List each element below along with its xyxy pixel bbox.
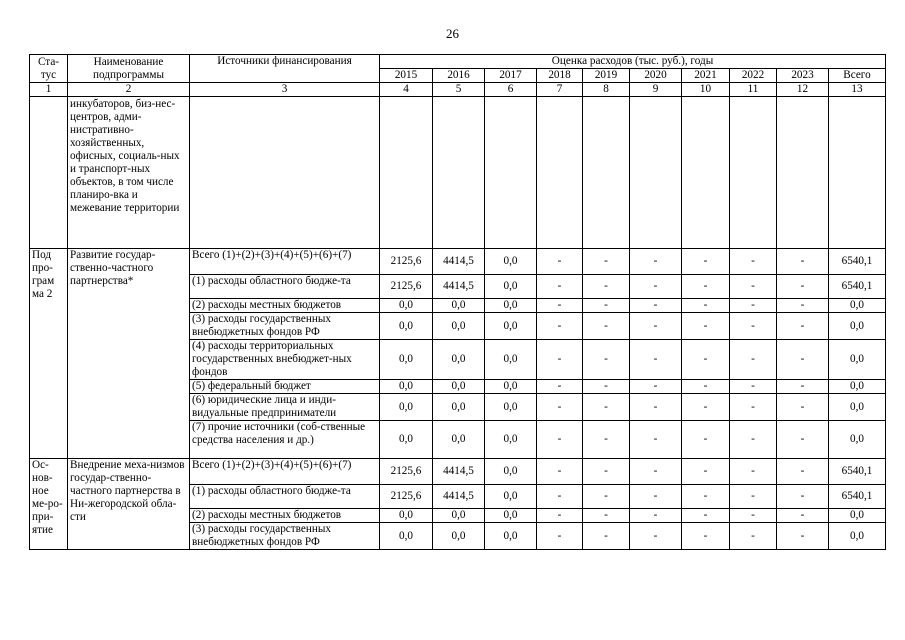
continuation-source bbox=[190, 97, 380, 249]
value-cell: 0,0 bbox=[485, 313, 537, 340]
column-index: 1 bbox=[30, 83, 68, 97]
value-cell: 0,0 bbox=[829, 421, 886, 459]
value-cell: - bbox=[730, 459, 777, 485]
funding-source-cell: (6) юридические лица и инди-видуальные предприниматели bbox=[190, 394, 380, 421]
value-cell: 2125,6 bbox=[380, 485, 433, 509]
value-cell: 2125,6 bbox=[380, 275, 433, 299]
value-cell: - bbox=[682, 313, 730, 340]
value-cell: 4414,5 bbox=[433, 249, 485, 275]
value-cell: - bbox=[777, 313, 829, 340]
value-cell: 4414,5 bbox=[433, 485, 485, 509]
value-cell: - bbox=[682, 340, 730, 380]
value-cell: - bbox=[730, 380, 777, 394]
value-cell: - bbox=[730, 340, 777, 380]
column-index: 13 bbox=[829, 83, 886, 97]
value-cell: 0,0 bbox=[485, 340, 537, 380]
value-cell: - bbox=[630, 421, 682, 459]
value-cell: - bbox=[630, 485, 682, 509]
value-cell: - bbox=[682, 275, 730, 299]
value-cell: - bbox=[630, 275, 682, 299]
value-cell: 0,0 bbox=[829, 394, 886, 421]
value-cell: 0,0 bbox=[829, 380, 886, 394]
column-index: 12 bbox=[777, 83, 829, 97]
value-cell: 0,0 bbox=[829, 340, 886, 380]
value-cell: - bbox=[537, 394, 583, 421]
value-cell: 0,0 bbox=[380, 421, 433, 459]
empty-cell bbox=[433, 97, 485, 249]
funding-source-cell: (3) расходы государственных внебюджетных фондов РФ bbox=[190, 523, 380, 550]
empty-cell bbox=[537, 97, 583, 249]
value-cell: - bbox=[777, 421, 829, 459]
budget-table bbox=[29, 54, 886, 550]
value-cell: 6540,1 bbox=[829, 485, 886, 509]
value-cell: - bbox=[682, 523, 730, 550]
year-header: 2023 bbox=[777, 69, 829, 83]
value-cell: 0,0 bbox=[485, 275, 537, 299]
value-cell: - bbox=[682, 299, 730, 313]
header-sources: Источники финансирования bbox=[190, 55, 380, 83]
header-row bbox=[30, 55, 886, 69]
value-cell: - bbox=[583, 313, 630, 340]
value-cell: - bbox=[630, 340, 682, 380]
value-cell: - bbox=[537, 380, 583, 394]
value-cell: - bbox=[777, 380, 829, 394]
value-cell: - bbox=[537, 485, 583, 509]
funding-source-cell: (3) расходы государственных внебюджетных фондов РФ bbox=[190, 313, 380, 340]
value-cell: 0,0 bbox=[433, 394, 485, 421]
empty-cell bbox=[777, 97, 829, 249]
value-cell: 0,0 bbox=[485, 485, 537, 509]
value-cell: - bbox=[682, 394, 730, 421]
value-cell: - bbox=[777, 394, 829, 421]
value-cell: - bbox=[730, 509, 777, 523]
program-name-cell: Внедрение меха-низмов государ-ственно-частного партнерства в Ни-жегородской обла-сти bbox=[68, 459, 190, 550]
value-cell: 0,0 bbox=[433, 380, 485, 394]
year-header: 2020 bbox=[630, 69, 682, 83]
value-cell: - bbox=[583, 459, 630, 485]
funding-source-cell: Всего (1)+(2)+(3)+(4)+(5)+(6)+(7) bbox=[190, 459, 380, 485]
program-name-cell: Развитие государ-ственно-частного партнерства* bbox=[68, 249, 190, 459]
empty-cell bbox=[583, 97, 630, 249]
value-cell: 0,0 bbox=[485, 380, 537, 394]
value-cell: - bbox=[777, 249, 829, 275]
value-cell: - bbox=[537, 340, 583, 380]
value-cell: 0,0 bbox=[485, 249, 537, 275]
year-header: Всего bbox=[829, 69, 886, 83]
empty-cell bbox=[829, 97, 886, 249]
value-cell: - bbox=[583, 249, 630, 275]
continuation-status bbox=[30, 97, 68, 249]
value-cell: - bbox=[730, 313, 777, 340]
value-cell: - bbox=[730, 394, 777, 421]
value-cell: 0,0 bbox=[485, 523, 537, 550]
year-header: 2015 bbox=[380, 69, 433, 83]
value-cell: - bbox=[583, 485, 630, 509]
column-index: 6 bbox=[485, 83, 537, 97]
value-cell: - bbox=[630, 299, 682, 313]
column-index: 7 bbox=[537, 83, 583, 97]
value-cell: - bbox=[583, 523, 630, 550]
funding-source-cell: (7) прочие источники (соб-ственные средства населения и др.) bbox=[190, 421, 380, 459]
value-cell: - bbox=[777, 509, 829, 523]
empty-cell bbox=[485, 97, 537, 249]
value-cell: - bbox=[777, 340, 829, 380]
value-cell: - bbox=[630, 313, 682, 340]
value-cell: 0,0 bbox=[829, 523, 886, 550]
value-cell: - bbox=[630, 509, 682, 523]
year-header: 2021 bbox=[682, 69, 730, 83]
continuation-name: инкубаторов, биз-нес-центров, адми-нистративно-хозяйственных, офисных, социаль-ных и транспорт-ных объектов, в том числе планиро-вка и межевание территории bbox=[68, 97, 190, 249]
value-cell: - bbox=[730, 421, 777, 459]
value-cell: - bbox=[537, 275, 583, 299]
value-cell: - bbox=[583, 509, 630, 523]
value-cell: 0,0 bbox=[433, 509, 485, 523]
value-cell: 0,0 bbox=[433, 340, 485, 380]
value-cell: - bbox=[777, 485, 829, 509]
value-cell: 6540,1 bbox=[829, 249, 886, 275]
value-cell: - bbox=[583, 275, 630, 299]
value-cell: 4414,5 bbox=[433, 459, 485, 485]
value-cell: - bbox=[583, 340, 630, 380]
funding-source-cell: Всего (1)+(2)+(3)+(4)+(5)+(6)+(7) bbox=[190, 249, 380, 275]
value-cell: - bbox=[583, 421, 630, 459]
value-cell: - bbox=[537, 509, 583, 523]
budget-row bbox=[30, 249, 886, 275]
value-cell: - bbox=[630, 249, 682, 275]
page-number: 26 bbox=[446, 26, 459, 41]
value-cell: - bbox=[777, 275, 829, 299]
value-cell: 0,0 bbox=[485, 299, 537, 313]
value-cell: - bbox=[537, 299, 583, 313]
value-cell: 2125,6 bbox=[380, 249, 433, 275]
value-cell: 2125,6 bbox=[380, 459, 433, 485]
column-index: 11 bbox=[730, 83, 777, 97]
year-header: 2022 bbox=[730, 69, 777, 83]
status-cell: Ос-нов-ное ме-ро-при-ятие bbox=[30, 459, 68, 550]
empty-cell bbox=[630, 97, 682, 249]
value-cell: 0,0 bbox=[829, 299, 886, 313]
value-cell: 0,0 bbox=[380, 394, 433, 421]
value-cell: 0,0 bbox=[380, 380, 433, 394]
column-index: 2 bbox=[68, 83, 190, 97]
value-cell: - bbox=[682, 421, 730, 459]
value-cell: - bbox=[630, 523, 682, 550]
value-cell: 0,0 bbox=[380, 509, 433, 523]
value-cell: 4414,5 bbox=[433, 275, 485, 299]
empty-cell bbox=[380, 97, 433, 249]
year-header: 2017 bbox=[485, 69, 537, 83]
funding-source-cell: (4) расходы территориальных государственных внебюджет-ных фондов bbox=[190, 340, 380, 380]
value-cell: 6540,1 bbox=[829, 459, 886, 485]
value-cell: - bbox=[730, 275, 777, 299]
value-cell: 0,0 bbox=[380, 313, 433, 340]
value-cell: - bbox=[682, 249, 730, 275]
funding-source-cell: (2) расходы местных бюджетов bbox=[190, 509, 380, 523]
value-cell: 0,0 bbox=[829, 313, 886, 340]
value-cell: - bbox=[583, 394, 630, 421]
value-cell: - bbox=[730, 485, 777, 509]
status-cell: Под про-грам ма 2 bbox=[30, 249, 68, 459]
value-cell: 0,0 bbox=[380, 299, 433, 313]
funding-source-cell: (5) федеральный бюджет bbox=[190, 380, 380, 394]
header-name: Наименование подпрограммы bbox=[68, 55, 190, 83]
header-estimate: Оценка расходов (тыс. руб.), годы bbox=[380, 55, 886, 69]
value-cell: - bbox=[583, 380, 630, 394]
value-cell: - bbox=[630, 394, 682, 421]
value-cell: 0,0 bbox=[485, 509, 537, 523]
value-cell: 0,0 bbox=[380, 340, 433, 380]
funding-source-cell: (1) расходы областного бюдже-та bbox=[190, 275, 380, 299]
value-cell: - bbox=[537, 421, 583, 459]
value-cell: - bbox=[682, 459, 730, 485]
value-cell: - bbox=[537, 459, 583, 485]
value-cell: 0,0 bbox=[485, 394, 537, 421]
year-header: 2018 bbox=[537, 69, 583, 83]
value-cell: - bbox=[777, 523, 829, 550]
value-cell: - bbox=[537, 249, 583, 275]
year-header: 2016 bbox=[433, 69, 485, 83]
value-cell: 6540,1 bbox=[829, 275, 886, 299]
value-cell: 0,0 bbox=[433, 299, 485, 313]
value-cell: - bbox=[682, 485, 730, 509]
funding-source-cell: (2) расходы местных бюджетов bbox=[190, 299, 380, 313]
value-cell: 0,0 bbox=[485, 421, 537, 459]
value-cell: - bbox=[630, 380, 682, 394]
value-cell: 0,0 bbox=[433, 421, 485, 459]
value-cell: 0,0 bbox=[433, 523, 485, 550]
index-row bbox=[30, 83, 886, 97]
value-cell: - bbox=[682, 509, 730, 523]
value-cell: - bbox=[537, 313, 583, 340]
empty-cell bbox=[730, 97, 777, 249]
column-index: 4 bbox=[380, 83, 433, 97]
column-index: 8 bbox=[583, 83, 630, 97]
header-status: Ста-тус bbox=[30, 55, 68, 83]
value-cell: 0,0 bbox=[380, 523, 433, 550]
column-index: 9 bbox=[630, 83, 682, 97]
continuation-row bbox=[30, 97, 886, 249]
value-cell: - bbox=[777, 459, 829, 485]
value-cell: 0,0 bbox=[829, 509, 886, 523]
value-cell: - bbox=[537, 523, 583, 550]
column-index: 3 bbox=[190, 83, 380, 97]
value-cell: - bbox=[777, 299, 829, 313]
value-cell: - bbox=[730, 299, 777, 313]
column-index: 10 bbox=[682, 83, 730, 97]
value-cell: 0,0 bbox=[433, 313, 485, 340]
empty-cell bbox=[682, 97, 730, 249]
value-cell: - bbox=[682, 380, 730, 394]
funding-source-cell: (1) расходы областного бюдже-та bbox=[190, 485, 380, 509]
budget-row bbox=[30, 459, 886, 485]
column-index: 5 bbox=[433, 83, 485, 97]
value-cell: - bbox=[583, 299, 630, 313]
year-header: 2019 bbox=[583, 69, 630, 83]
value-cell: - bbox=[730, 523, 777, 550]
value-cell: 0,0 bbox=[485, 459, 537, 485]
value-cell: - bbox=[730, 249, 777, 275]
value-cell: - bbox=[630, 459, 682, 485]
